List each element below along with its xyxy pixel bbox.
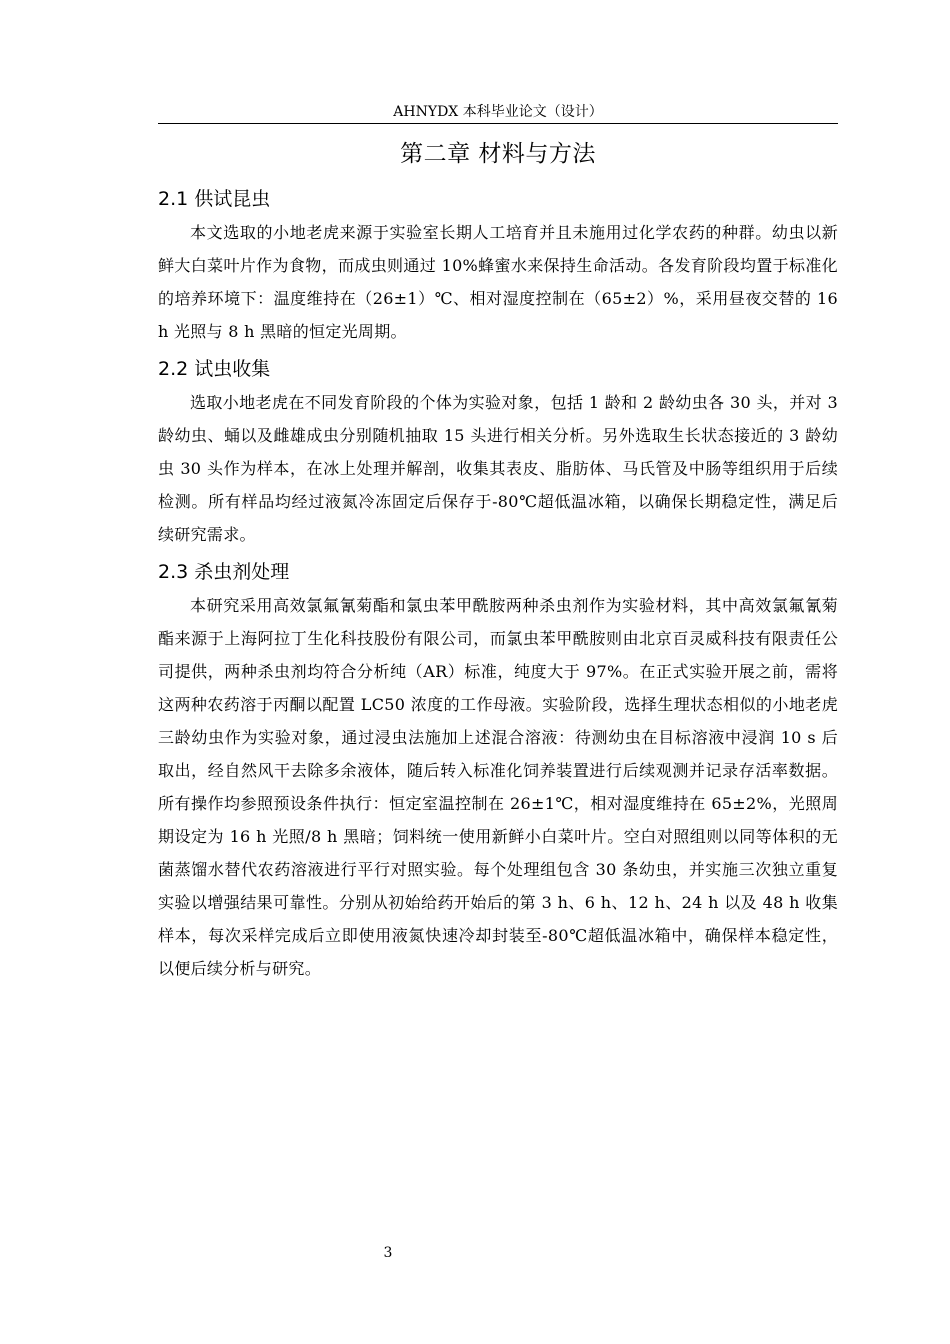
section-2-1 bbox=[158, 182, 838, 348]
section-2-2 bbox=[158, 352, 838, 551]
section-2-3 bbox=[158, 555, 838, 985]
paragraph: 本研究采用高效氯氟氰菊酯和氯虫苯甲酰胺两种杀虫剂作为实验材料，其中高效氯氟氰菊酯来源于上海阿拉丁生化科技股份有限公司，而氯虫苯甲酰胺则由北京百灵威科技有限责任公司提供，两种杀虫剂均符合分析纯（AR）标准，纯度大于 97%。在正式实验开展之前，需将这两种农药溶于丙酮以配置 LC50 浓度的工作母液。实验阶段，选择生理状态相似的小地老虎三龄幼虫作为实验对象，通过浸虫法施加上述混合溶液：待测幼虫在目标溶液中浸润 10 s 后取出，经自然风干去除多余液体，随后转入标准化饲养装置进行后续观测并记录存活率数据。所有操作均参照预设条件执行：恒定室温控制在 26±1℃，相对湿度维持在 65±2%，光照周期设定为 16 h 光照/8 h 黑暗；饲料统一使用新鲜小白菜叶片。空白对照组则以同等体积的无菌蒸馏水替代农药溶液进行平行对照实验。每个处理组包含 30 条幼虫，并实施三次独立重复实验以增强结果可靠性。分别从初始给药开始后的第 3 h、6 h、12 h、24 h 以及 48 h 收集样本，每次采样完成后立即使用液氮快速冷却封装至-80℃超低温冰箱中，确保样本稳定性，以便后续分析与研究。 bbox=[158, 596, 838, 978]
chapter-title: 第二章 材料与方法 bbox=[400, 141, 596, 167]
section-heading: 2.1 供试昆虫 bbox=[158, 188, 271, 210]
running-header: AHNYDX 本科毕业论文（设计） bbox=[393, 104, 603, 120]
section-heading: 2.3 杀虫剂处理 bbox=[158, 561, 290, 583]
body-content bbox=[158, 182, 838, 989]
page-number: 3 bbox=[383, 1245, 393, 1261]
header-rule bbox=[158, 123, 838, 124]
section-heading: 2.2 试虫收集 bbox=[158, 358, 271, 380]
paragraph: 选取小地老虎在不同发育阶段的个体为实验对象，包括 1 龄和 2 龄幼虫各 30 头，并对 3 龄幼虫、蛹以及雌雄成虫分别随机抽取 15 头进行相关分析。另外选取生长状态接近的 3 龄幼虫 30 头作为样本，在冰上处理并解剖，收集其表皮、脂肪体、马氏管及中肠等组织用于后续检测。所有样品均经过液氮冷冻固定后保存于-80℃超低温冰箱，以确保长期稳定性，满足后续研究需求。 bbox=[158, 393, 838, 544]
paragraph: 本文选取的小地老虎来源于实验室长期人工培育并且未施用过化学农药的种群。幼虫以新鲜大白菜叶片作为食物，而成虫则通过 10%蜂蜜水来保持生命活动。各发育阶段均置于标准化的培养环境下：温度维持在（26±1）℃、相对湿度控制在（65±2）%，采用昼夜交替的 16 h 光照与 8 h 黑暗的恒定光周期。 bbox=[158, 223, 838, 341]
